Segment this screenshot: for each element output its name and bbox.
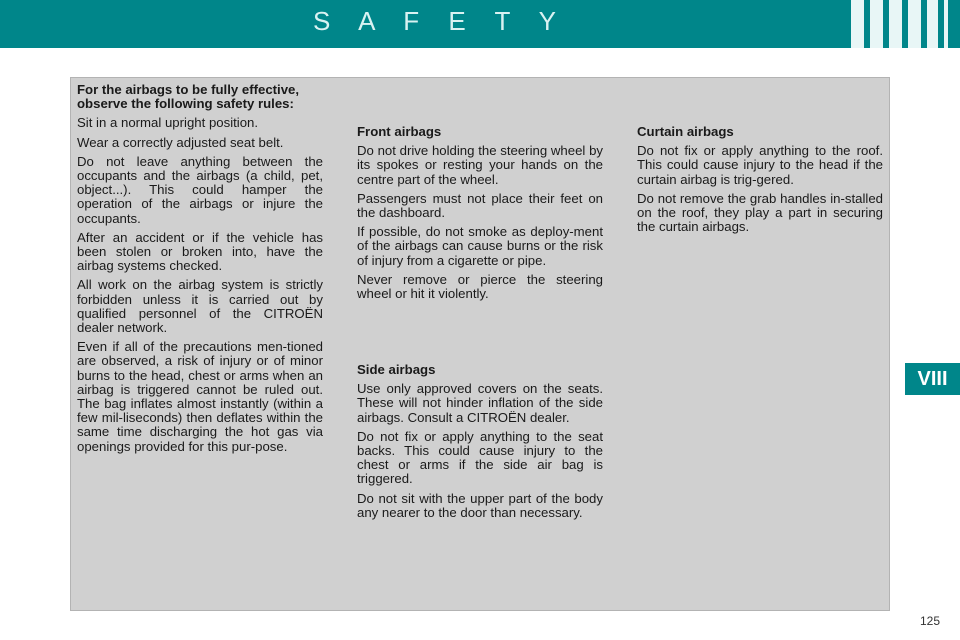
- header-stripe: [889, 0, 902, 48]
- chapter-title: S A F E T Y: [313, 6, 567, 36]
- paragraph: Do not fix or apply anything to the roof. This could cause injury to the head if the curtain airbag is trig-gered.: [637, 143, 883, 187]
- side-airbags-section: [357, 363, 603, 525]
- curtain-airbags-section: [637, 125, 883, 239]
- paragraph: All work on the airbag system is strictly forbidden unless it is carried out by qualified personnel of the CITROËN dealer network.: [77, 277, 323, 336]
- side-airbags-heading: Side airbags: [357, 362, 436, 377]
- header-stripe: [851, 0, 864, 48]
- paragraph: Do not drive holding the steering wheel by its spokes or resting your hands on the centre part of the wheel.: [357, 143, 603, 187]
- paragraph: Wear a correctly adjusted seat belt.: [77, 134, 284, 150]
- paragraph: If possible, do not smoke as deploy-ment of the airbags can cause burns or the risk of injury from a cigarette or pipe.: [357, 224, 603, 268]
- front-airbags-heading: Front airbags: [357, 124, 442, 139]
- paragraph: Even if all of the precautions men-tioned are observed, a risk of injury or of minor burns to the head, chest or arms when an airbag is triggered cannot be ruled out. The bag inflates almost instantly (within a few mil-liseconds) then deflates within the same time discharging the hot gas via openings provided for this pur-pose.: [77, 339, 323, 454]
- safety-rules-column: [77, 83, 323, 459]
- safety-rules-heading: For the airbags to be fully effective, observe the following safety rules:: [77, 82, 300, 112]
- paragraph: Sit in a normal upright position.: [77, 115, 259, 131]
- paragraph: Do not sit with the upper part of the body any nearer to the door than necessary.: [357, 490, 603, 520]
- header-stripe: [927, 0, 938, 48]
- paragraph: Do not leave anything between the occupants and the airbags (a child, pet, object...). This could hamper the operation of the airbags or injure the occupants.: [77, 153, 323, 226]
- paragraph: Do not remove the grab handles in-stalled on the roof, they play a part in securing the curtain airbags.: [637, 190, 883, 235]
- paragraph: Passengers must not place their feet on the dashboard.: [357, 190, 603, 221]
- curtain-airbags-heading: Curtain airbags: [637, 124, 734, 139]
- paragraph: Do not fix or apply anything to the seat backs. This could cause injury to the chest or arms if the side air bag is triggered.: [357, 428, 603, 487]
- header-stripe: [944, 0, 948, 48]
- paragraph: Use only approved covers on the seats. These will not hinder inflation of the side airbags. Consult a CITROËN dealer.: [357, 381, 603, 425]
- chapter-header: [0, 0, 960, 48]
- paragraph: Never remove or pierce the steering wheel or hit it violently.: [357, 271, 603, 302]
- page-number: 125: [919, 614, 940, 628]
- header-stripe: [870, 0, 883, 48]
- front-airbags-section: [357, 125, 603, 306]
- header-stripes-decoration: [851, 0, 948, 48]
- chapter-tab[interactable]: VIII: [905, 363, 960, 395]
- paragraph: After an accident or if the vehicle has been stolen or broken into, have the airbag systems checked.: [77, 229, 323, 274]
- header-stripe: [908, 0, 921, 48]
